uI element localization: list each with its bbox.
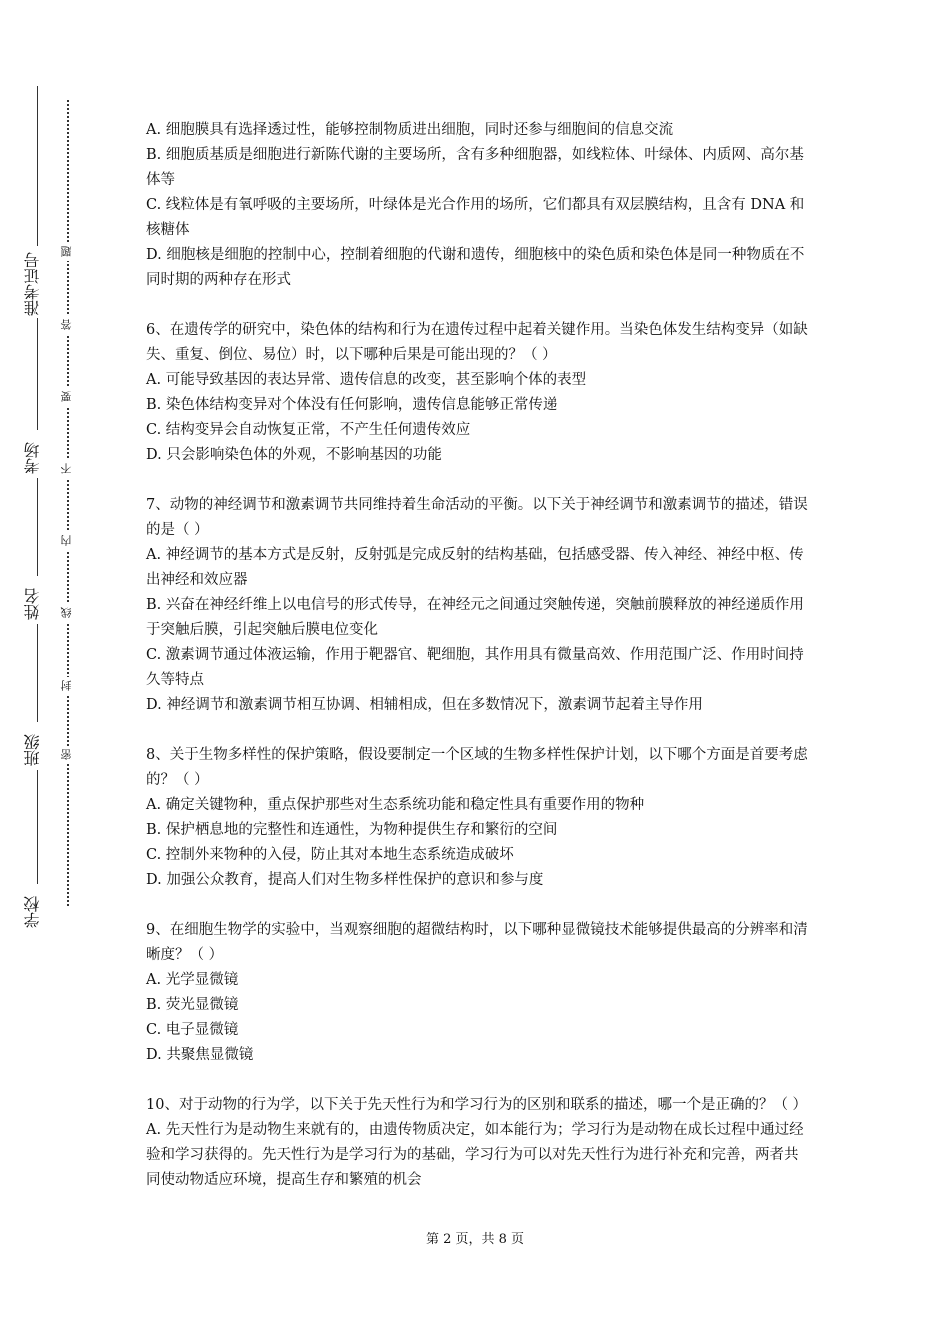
question-stem: 10、对于动物的行为学，以下关于先天性行为和学习行为的区别和联系的描述，哪一个是正确的？（ ）	[146, 1097, 808, 1113]
option-d: D. 细胞核是细胞的控制中心，控制着细胞的代谢和遗传，细胞核中的染色质和染色体是同一种物质在不同时期的两种存在形式	[146, 247, 805, 288]
option-d: D. 共聚焦显微镜	[146, 1047, 254, 1063]
option-a: A. 确定关键物种，重点保护那些对生态系统功能和稳定性具有重要作用的物种	[146, 797, 645, 813]
seal-char: 不	[58, 460, 76, 478]
option-b: B. 染色体结构变异对个体没有任何影响，遗传信息能够正常传递	[146, 397, 558, 413]
option-a: A. 先天性行为是动物生来就有的，由遗传物质决定，如本能行为；学习行为是动物在成长过程中通过经验和学习获得的。先天性行为是学习行为的基础，学习行为可以对先天性行为进行补充和完善，两者共同使动物适应环境，提高生存和繁殖的机会	[146, 1122, 804, 1188]
question-8	[146, 743, 810, 893]
field-label-exam-room: 考场	[22, 430, 44, 474]
question-stem: 8、关于生物多样性的保护策略，假设要制定一个区域的生物多样性保护计划，以下哪个方面是首要考虑的？（ ）	[146, 747, 808, 788]
field-label-name: 姓名	[22, 576, 44, 620]
seal-char: 答	[58, 316, 76, 334]
seal-dotted-line	[67, 100, 69, 906]
option-c: C. 激素调节通过体液运输，作用于靶器官、靶细胞，其作用具有微量高效、作用范围广泛、作用时间持久等特点	[146, 647, 804, 688]
question-7	[146, 493, 810, 718]
option-a: A. 细胞膜具有选择透过性，能够控制物质进出细胞，同时还参与细胞间的信息交流	[146, 122, 674, 138]
field-label-school: 学校	[22, 884, 44, 928]
option-b: B. 保护栖息地的完整性和连通性，为物种提供生存和繁衍的空间	[146, 822, 558, 838]
field-label-exam-number: 准考证号	[22, 246, 44, 316]
question-10	[146, 1093, 810, 1193]
question-stem: 7、动物的神经调节和激素调节共同维持着生命活动的平衡。以下关于神经调节和激素调节的描述，错误的是（ ）	[146, 497, 808, 538]
seal-char: 内	[58, 532, 76, 550]
option-d: D. 加强公众教育，提高人们对生物多样性保护的意识和参与度	[146, 872, 544, 888]
option-b: B. 荧光显微镜	[146, 997, 239, 1013]
option-a: A. 可能导致基因的表达异常、遗传信息的改变，甚至影响个体的表型	[146, 372, 587, 388]
exam-content	[146, 118, 810, 1218]
seal-char: 题	[58, 243, 76, 261]
field-line-school	[37, 770, 38, 900]
option-d: D. 只会影响染色体的外观，不影响基因的功能	[146, 447, 442, 463]
question-stem: 9、在细胞生物学的实验中，当观察细胞的超微结构时，以下哪种显微镜技术能够提供最高的分辨率和清晰度？（ ）	[146, 922, 808, 963]
continued-question-options	[146, 118, 810, 293]
question-9	[146, 918, 810, 1068]
option-c: C. 电子显微镜	[146, 1022, 239, 1038]
option-b: B. 兴奋在神经纤维上以电信号的形式传导，在神经元之间通过突触传递，突触前膜释放的神经递质作用于突触后膜，引起突触后膜电位变化	[146, 597, 804, 638]
binding-margin	[18, 0, 48, 1344]
option-c: C. 控制外来物种的入侵，防止其对本地生态系统造成破坏	[146, 847, 514, 863]
field-label-class: 班级	[22, 722, 44, 766]
seal-char: 密	[58, 746, 76, 764]
seal-char: 线	[58, 604, 76, 622]
page-footer: 第 2 页，共 8 页	[425, 1232, 525, 1247]
option-d: D. 神经调节和激素调节相互协调、相辅相成，但在多数情况下，激素调节起着主导作用	[146, 697, 703, 713]
option-a: A. 光学显微镜	[146, 972, 239, 988]
option-b: B. 细胞质基质是细胞进行新陈代谢的主要场所，含有多种细胞器，如线粒体、叶绿体、内质网、高尔基体等	[146, 147, 804, 188]
seal-char: 要	[58, 388, 76, 406]
question-6	[146, 318, 810, 468]
option-a: A. 神经调节的基本方式是反射，反射弧是完成反射的结构基础，包括感受器、传入神经、神经中枢、传出神经和效应器	[146, 547, 804, 588]
question-stem: 6、在遗传学的研究中，染色体的结构和行为在遗传过程中起着关键作用。当染色体发生结构变异（如缺失、重复、倒位、易位）时，以下哪种后果是可能出现的？（ ）	[146, 322, 808, 363]
option-c: C. 线粒体是有氧呼吸的主要场所，叶绿体是光合作用的场所，它们都具有双层膜结构，且含有 DNA 和核糖体	[146, 197, 805, 238]
option-c: C. 结构变异会自动恢复正常，不产生任何遗传效应	[146, 422, 471, 438]
seal-char: 封	[58, 677, 76, 695]
